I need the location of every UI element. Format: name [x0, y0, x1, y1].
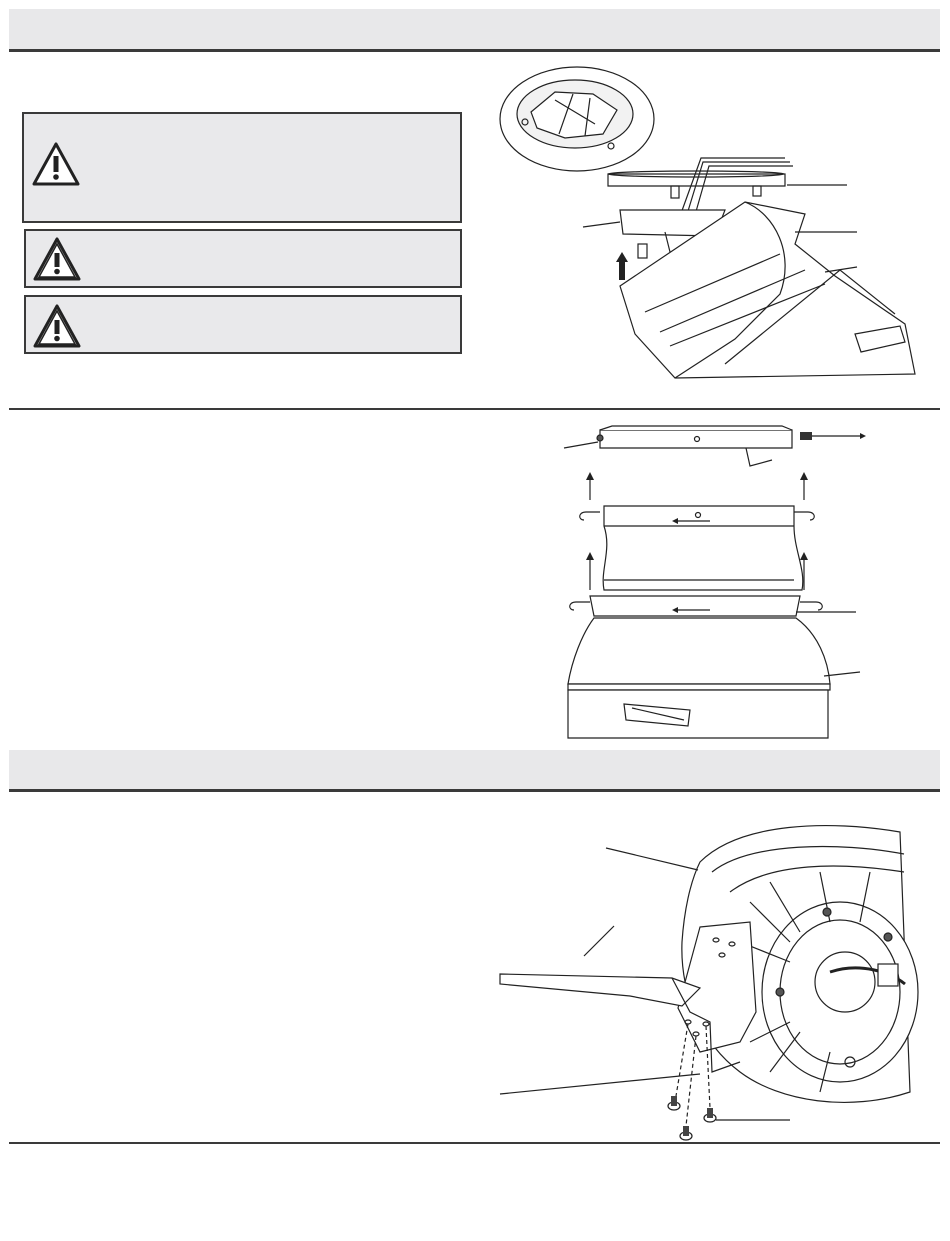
- section-divider-1: [9, 408, 940, 410]
- figure-hanging-motor-housing: [495, 64, 935, 384]
- section-header-band-1: [9, 9, 940, 52]
- warning-triangle-icon: [31, 141, 81, 187]
- section-header-band-2: [9, 750, 940, 792]
- warning-box-3: [24, 295, 462, 354]
- section-divider-2: [9, 1142, 940, 1144]
- figure-mounting-bracket-cover: [560, 420, 880, 750]
- warning-triangle-icon: [32, 236, 82, 282]
- warning-box-1: [22, 112, 462, 223]
- warning-triangle-icon: [32, 303, 82, 349]
- figure-attaching-blades: [500, 812, 920, 1152]
- warning-box-2: [24, 229, 462, 288]
